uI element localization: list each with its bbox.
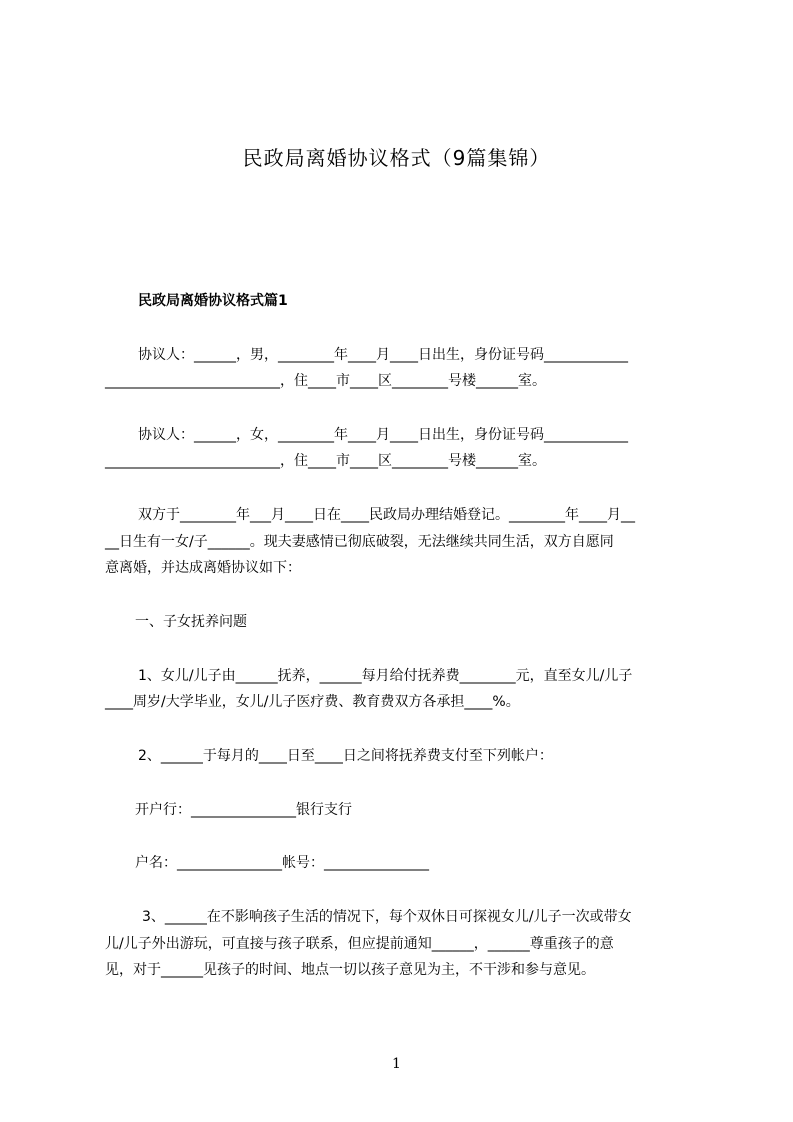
text-line: 协议人：______，女，________年____月____日出生，身份证号码____________ [138,427,628,443]
text-line: 意离婚，并达成离婚协议如下： [105,560,301,576]
text-line: _________________________，住____市____区________号楼______室。 [105,373,546,389]
text-line: 3、______在不影响孩子生活的情况下，每个双休日可探视女儿/儿子一次或带女 [142,909,632,925]
text-line: 1、女儿/儿子由______抚养，______每月给付抚养费________元，直至女儿/儿子 [138,668,633,684]
text-line: 儿/儿子外出游玩，可直接与孩子联系，但应提前通知______，______尊重孩子的意 [105,936,614,952]
text-line: 开户行：_______________银行支行 [135,802,352,818]
document-title: 民政局离婚协议格式（9篇集锦） [242,146,551,170]
text-line: 双方于________年___月____日在____民政局办理结婚登记。________年____月__ [138,507,635,523]
text-line: 协议人：______，男，________年____月____日出生，身份证号码____________ [138,347,628,363]
page-number: 1 [392,1056,401,1072]
section-heading: 民政局离婚协议格式篇1 [138,293,288,309]
section-subheading: 一、子女抚养问题 [135,614,247,630]
text-line: ____周岁/大学毕业，女儿/儿子医疗费、教育费双方各承担____%。 [105,694,520,710]
text-line: _________________________，住____市____区________号楼______室。 [105,453,546,469]
text-line: 户名：_______________帐号：_______________ [135,855,429,871]
text-line: 2、______于每月的____日至____日之间将抚养费支付至下列帐户： [138,748,553,764]
text-line: 见，对于______见孩子的时间、地点一切以孩子意见为主，不干涉和参与意见。 [105,962,595,978]
text-line: __日生有一女/子______。现夫妻感情已彻底破裂，无法继续共同生活，双方自愿同 [105,534,614,550]
